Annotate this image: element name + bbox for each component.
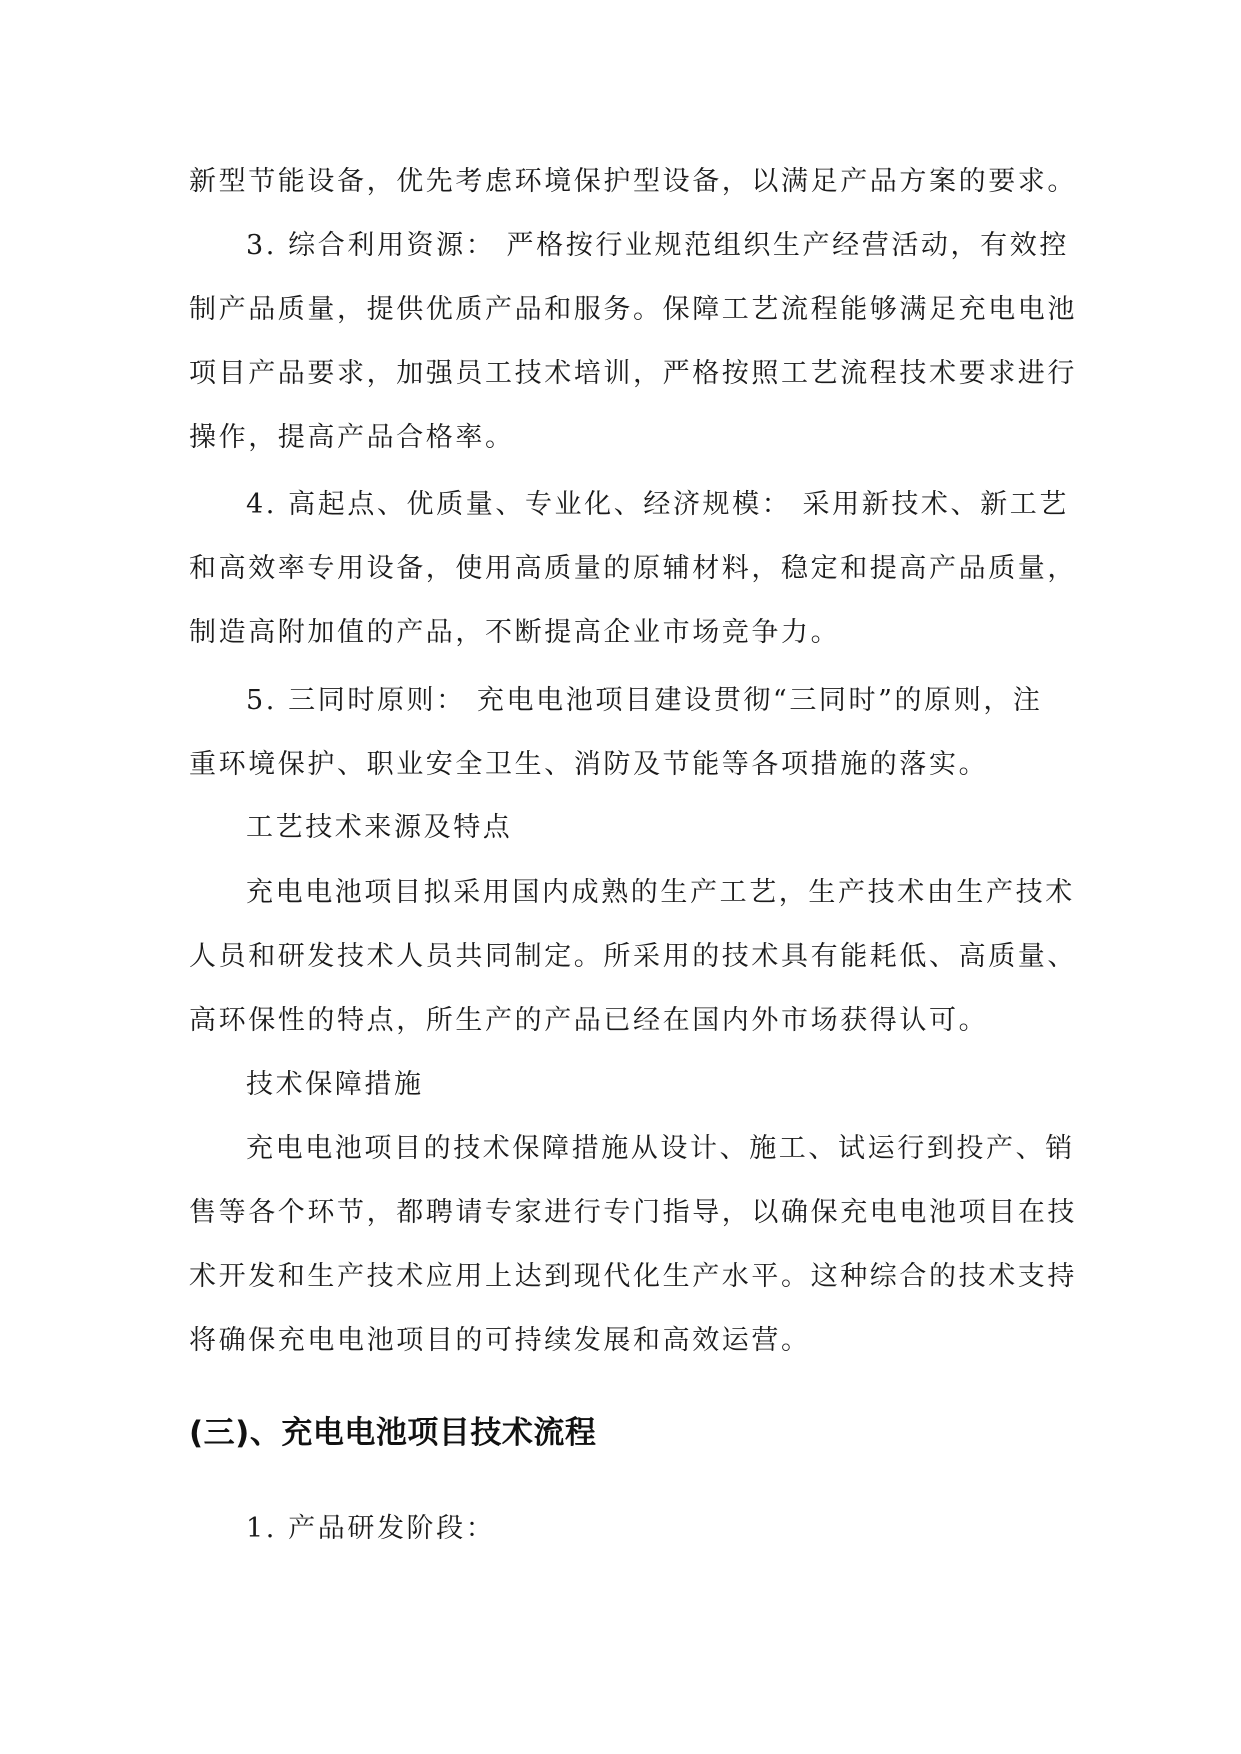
text-line: 高环保性的特点，所生产的产品已经在国内外市场获得认可。 [189, 1005, 989, 1036]
text-line: 重环境保护、职业安全卫生、消防及节能等各项措施的落实。 [189, 749, 989, 780]
subheading-process-source: 工艺技术来源及特点 [246, 812, 513, 843]
text-line: 人员和研发技术人员共同制定。所采用的技术具有能耗低、高质量、 [189, 941, 1077, 972]
text-line: 和高效率专用设备，使用高质量的原辅材料，稳定和提高产品质量， [189, 553, 1077, 584]
list-item-5: 5. 三同时原则： 充电电池项目建设贯彻“三同时”的原则，注 [246, 685, 1043, 716]
text-line: 新型节能设备，优先考虑环境保护型设备，以满足产品方案的要求。 [189, 166, 1077, 197]
text-line: 项目产品要求，加强员工技术培训，严格按照工艺流程技术要求进行 [189, 358, 1077, 389]
text-line: 售等各个环节，都聘请专家进行专门指导，以确保充电电池项目在技 [189, 1197, 1077, 1228]
text-line: 充电电池项目拟采用国内成熟的生产工艺，生产技术由生产技术 [246, 877, 1075, 908]
text-line: 充电电池项目的技术保障措施从设计、施工、试运行到投产、销 [246, 1133, 1075, 1164]
text-line: 术开发和生产技术应用上达到现代化生产水平。这种综合的技术支持 [189, 1261, 1077, 1292]
subheading-tech-guarantee: 技术保障措施 [246, 1069, 424, 1100]
text-line: 制造高附加值的产品，不断提高企业市场竞争力。 [189, 617, 841, 648]
text-line: 操作，提高产品合格率。 [189, 422, 515, 453]
list-item-4: 4. 高起点、优质量、专业化、经济规模： 采用新技术、新工艺 [246, 489, 1069, 520]
section-heading: (三)、充电电池项目技术流程 [189, 1415, 597, 1451]
text-line: 将确保充电电池项目的可持续发展和高效运营。 [189, 1325, 811, 1356]
list-item-3: 3. 综合利用资源： 严格按行业规范组织生产经营活动，有效控 [246, 230, 1069, 261]
text-line: 制产品质量，提供优质产品和服务。保障工艺流程能够满足充电电池 [189, 294, 1077, 325]
list-item-1: 1. 产品研发阶段： [246, 1513, 496, 1544]
